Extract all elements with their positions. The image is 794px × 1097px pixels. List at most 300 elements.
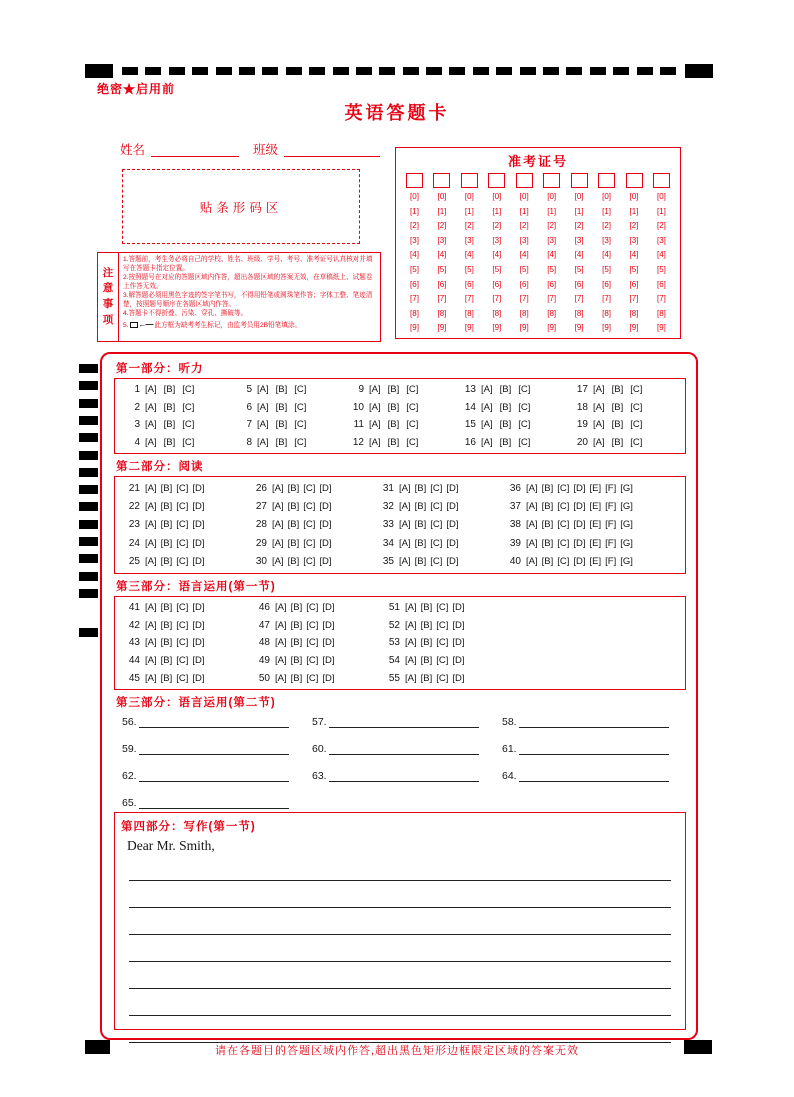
bubble-q1-B[interactable]: [B]: [163, 384, 176, 396]
admission-bubble-9[interactable]: [9]: [492, 323, 502, 333]
admission-bubble-1[interactable]: [1]: [492, 206, 502, 216]
bubble-q43-D[interactable]: [D]: [192, 637, 205, 649]
bubble-q28-C[interactable]: [C]: [303, 519, 316, 531]
bubble-q12-B[interactable]: [B]: [387, 436, 400, 448]
bubble-q9-B[interactable]: [B]: [387, 384, 400, 396]
admission-bubble-3[interactable]: [3]: [464, 235, 474, 245]
bubble-q39-E[interactable]: [E]: [589, 537, 602, 549]
bubble-q54-B[interactable]: [B]: [420, 655, 433, 667]
admission-bubble-4[interactable]: [4]: [574, 250, 584, 260]
bubble-q2-A[interactable]: [A]: [145, 401, 157, 413]
bubble-q29-D[interactable]: [D]: [319, 537, 332, 549]
bubble-q7-A[interactable]: [A]: [257, 419, 269, 431]
admission-bubble-2[interactable]: [2]: [492, 221, 502, 231]
admission-bubble-0[interactable]: [0]: [547, 192, 557, 201]
bubble-q10-C[interactable]: [C]: [406, 401, 419, 413]
admission-bubble-8[interactable]: [8]: [410, 308, 419, 318]
bubble-q47-A[interactable]: [A]: [275, 619, 287, 631]
admission-bubble-3[interactable]: [3]: [574, 235, 584, 245]
bubble-q26-B[interactable]: [B]: [287, 482, 300, 494]
bubble-q36-D[interactable]: [D]: [573, 482, 586, 494]
admission-digit-box[interactable]: [516, 173, 533, 188]
bubble-q26-A[interactable]: [A]: [272, 482, 284, 494]
admission-bubble-1[interactable]: [1]: [656, 206, 666, 216]
bubble-q35-B[interactable]: [B]: [414, 556, 427, 568]
bubble-q40-A[interactable]: [A]: [526, 556, 538, 568]
bubble-q45-C[interactable]: [C]: [176, 672, 189, 684]
admission-bubble-6[interactable]: [6]: [410, 279, 419, 289]
bubble-q22-D[interactable]: [D]: [192, 501, 205, 513]
admission-bubble-7[interactable]: [7]: [519, 294, 529, 304]
bubble-q34-C[interactable]: [C]: [430, 537, 443, 549]
bubble-q8-B[interactable]: [B]: [275, 436, 288, 448]
bubble-q16-A[interactable]: [A]: [481, 436, 493, 448]
bubble-q11-B[interactable]: [B]: [387, 419, 400, 431]
bubble-q32-A[interactable]: [A]: [399, 501, 411, 513]
writing-line[interactable]: [129, 907, 671, 908]
bubble-q36-F[interactable]: [F]: [605, 482, 617, 494]
bubble-q28-B[interactable]: [B]: [287, 519, 300, 531]
admission-digit-box[interactable]: [571, 173, 588, 188]
bubble-q8-C[interactable]: [C]: [294, 436, 307, 448]
bubble-q31-A[interactable]: [A]: [399, 482, 411, 494]
bubble-q50-C[interactable]: [C]: [306, 672, 319, 684]
admission-bubble-2[interactable]: [2]: [602, 221, 612, 231]
bubble-q46-D[interactable]: [D]: [322, 602, 335, 614]
admission-bubble-5[interactable]: [5]: [602, 264, 612, 274]
bubble-q22-C[interactable]: [C]: [176, 501, 189, 513]
bubble-q21-C[interactable]: [C]: [176, 482, 189, 494]
admission-bubble-5[interactable]: [5]: [656, 264, 666, 274]
bubble-q16-C[interactable]: [C]: [518, 436, 531, 448]
bubble-q54-C[interactable]: [C]: [436, 655, 449, 667]
bubble-q27-B[interactable]: [B]: [287, 501, 300, 513]
bubble-q39-B[interactable]: [B]: [541, 537, 554, 549]
admission-bubble-2[interactable]: [2]: [519, 221, 529, 231]
bubble-q46-B[interactable]: [B]: [290, 602, 303, 614]
bubble-q32-D[interactable]: [D]: [446, 501, 459, 513]
bubble-q1-A[interactable]: [A]: [145, 384, 157, 396]
bubble-q24-B[interactable]: [B]: [160, 537, 173, 549]
admission-bubble-0[interactable]: [0]: [519, 192, 529, 201]
bubble-q50-B[interactable]: [B]: [290, 672, 303, 684]
bubble-q27-D[interactable]: [D]: [319, 501, 332, 513]
bubble-q24-D[interactable]: [D]: [192, 537, 205, 549]
writing-line[interactable]: [129, 934, 671, 935]
admission-digit-box[interactable]: [543, 173, 560, 188]
bubble-q24-A[interactable]: [A]: [145, 537, 157, 549]
bubble-q41-B[interactable]: [B]: [160, 602, 173, 614]
bubble-q27-C[interactable]: [C]: [303, 501, 316, 513]
admission-bubble-7[interactable]: [7]: [547, 294, 557, 304]
bubble-q33-A[interactable]: [A]: [399, 519, 411, 531]
bubble-q42-A[interactable]: [A]: [145, 619, 157, 631]
admission-digit-box[interactable]: [461, 173, 478, 188]
bubble-q46-C[interactable]: [C]: [306, 602, 319, 614]
bubble-q11-A[interactable]: [A]: [369, 419, 381, 431]
admission-bubble-1[interactable]: [1]: [629, 206, 639, 216]
writing-line[interactable]: [129, 961, 671, 962]
bubble-q14-B[interactable]: [B]: [499, 401, 512, 413]
bubble-q38-F[interactable]: [F]: [605, 519, 617, 531]
admission-bubble-7[interactable]: [7]: [464, 294, 474, 304]
bubble-q17-B[interactable]: [B]: [611, 384, 624, 396]
bubble-q12-C[interactable]: [C]: [406, 436, 419, 448]
admission-bubble-3[interactable]: [3]: [492, 235, 502, 245]
admission-bubble-4[interactable]: [4]: [437, 250, 447, 260]
bubble-q47-D[interactable]: [D]: [322, 619, 335, 631]
fill-blank-line-59[interactable]: [139, 743, 289, 755]
bubble-q33-C[interactable]: [C]: [430, 519, 443, 531]
admission-bubble-4[interactable]: [4]: [492, 250, 502, 260]
admission-bubble-7[interactable]: [7]: [437, 294, 447, 304]
bubble-q2-B[interactable]: [B]: [163, 401, 176, 413]
admission-bubble-7[interactable]: [7]: [492, 294, 502, 304]
bubble-q38-B[interactable]: [B]: [541, 519, 554, 531]
admission-bubble-9[interactable]: [9]: [574, 323, 584, 333]
admission-bubble-3[interactable]: [3]: [656, 235, 666, 245]
admission-bubble-4[interactable]: [4]: [519, 250, 529, 260]
admission-bubble-6[interactable]: [6]: [574, 279, 584, 289]
bubble-q32-B[interactable]: [B]: [414, 501, 427, 513]
bubble-q44-C[interactable]: [C]: [176, 655, 189, 667]
bubble-q39-C[interactable]: [C]: [557, 537, 570, 549]
admission-bubble-5[interactable]: [5]: [547, 264, 557, 274]
bubble-q31-C[interactable]: [C]: [430, 482, 443, 494]
bubble-q39-D[interactable]: [D]: [573, 537, 586, 549]
bubble-q13-B[interactable]: [B]: [499, 384, 512, 396]
bubble-q23-D[interactable]: [D]: [192, 519, 205, 531]
bubble-q18-A[interactable]: [A]: [593, 401, 605, 413]
admission-bubble-0[interactable]: [0]: [602, 192, 612, 201]
bubble-q19-C[interactable]: [C]: [630, 419, 643, 431]
bubble-q51-C[interactable]: [C]: [436, 602, 449, 614]
admission-bubble-9[interactable]: [9]: [602, 323, 612, 333]
bubble-q2-C[interactable]: [C]: [182, 401, 195, 413]
bubble-q55-A[interactable]: [A]: [405, 672, 417, 684]
bubble-q49-D[interactable]: [D]: [322, 655, 335, 667]
bubble-q6-C[interactable]: [C]: [294, 401, 307, 413]
bubble-q48-A[interactable]: [A]: [275, 637, 287, 649]
bubble-q20-B[interactable]: [B]: [611, 436, 624, 448]
bubble-q54-D[interactable]: [D]: [452, 655, 465, 667]
admission-bubble-7[interactable]: [7]: [602, 294, 612, 304]
bubble-q29-B[interactable]: [B]: [287, 537, 300, 549]
bubble-q28-A[interactable]: [A]: [272, 519, 284, 531]
admission-bubble-4[interactable]: [4]: [629, 250, 639, 260]
bubble-q53-A[interactable]: [A]: [405, 637, 417, 649]
bubble-q25-A[interactable]: [A]: [145, 556, 157, 568]
bubble-q37-B[interactable]: [B]: [541, 501, 554, 513]
bubble-q42-B[interactable]: [B]: [160, 619, 173, 631]
admission-bubble-6[interactable]: [6]: [519, 279, 529, 289]
bubble-q12-A[interactable]: [A]: [369, 436, 381, 448]
bubble-q51-A[interactable]: [A]: [405, 602, 417, 614]
bubble-q50-A[interactable]: [A]: [275, 672, 287, 684]
bubble-q11-C[interactable]: [C]: [406, 419, 419, 431]
bubble-q18-C[interactable]: [C]: [630, 401, 643, 413]
fill-blank-line-56[interactable]: [139, 716, 289, 728]
admission-bubble-6[interactable]: [6]: [437, 279, 447, 289]
admission-bubble-5[interactable]: [5]: [629, 264, 639, 274]
bubble-q49-B[interactable]: [B]: [290, 655, 303, 667]
fill-blank-line-58[interactable]: [519, 716, 669, 728]
admission-bubble-8[interactable]: [8]: [574, 308, 584, 318]
admission-bubble-1[interactable]: [1]: [602, 206, 612, 216]
bubble-q37-A[interactable]: [A]: [526, 501, 538, 513]
admission-bubble-0[interactable]: [0]: [656, 192, 666, 201]
bubble-q37-F[interactable]: [F]: [605, 501, 617, 513]
admission-bubble-2[interactable]: [2]: [574, 221, 584, 231]
bubble-q18-B[interactable]: [B]: [611, 401, 624, 413]
bubble-q31-B[interactable]: [B]: [414, 482, 427, 494]
bubble-q40-G[interactable]: [G]: [620, 556, 633, 568]
bubble-q10-B[interactable]: [B]: [387, 401, 400, 413]
bubble-q9-A[interactable]: [A]: [369, 384, 381, 396]
admission-bubble-2[interactable]: [2]: [629, 221, 639, 231]
admission-bubble-9[interactable]: [9]: [410, 323, 419, 333]
bubble-q5-A[interactable]: [A]: [257, 384, 269, 396]
bubble-q30-D[interactable]: [D]: [319, 556, 332, 568]
bubble-q13-A[interactable]: [A]: [481, 384, 493, 396]
bubble-q3-A[interactable]: [A]: [145, 419, 157, 431]
admission-bubble-6[interactable]: [6]: [602, 279, 612, 289]
bubble-q32-C[interactable]: [C]: [430, 501, 443, 513]
admission-digit-box[interactable]: [488, 173, 505, 188]
bubble-q15-A[interactable]: [A]: [481, 419, 493, 431]
writing-line[interactable]: [129, 880, 671, 881]
bubble-q26-D[interactable]: [D]: [319, 482, 332, 494]
bubble-q17-C[interactable]: [C]: [630, 384, 643, 396]
admission-bubble-0[interactable]: [0]: [629, 192, 639, 201]
bubble-q39-G[interactable]: [G]: [620, 537, 633, 549]
admission-bubble-1[interactable]: [1]: [437, 206, 447, 216]
admission-bubble-9[interactable]: [9]: [547, 323, 557, 333]
bubble-q42-C[interactable]: [C]: [176, 619, 189, 631]
admission-bubble-3[interactable]: [3]: [547, 235, 557, 245]
admission-bubble-2[interactable]: [2]: [437, 221, 447, 231]
bubble-q23-B[interactable]: [B]: [160, 519, 173, 531]
bubble-q28-D[interactable]: [D]: [319, 519, 332, 531]
bubble-q38-E[interactable]: [E]: [589, 519, 602, 531]
fill-blank-line-60[interactable]: [329, 743, 479, 755]
bubble-q52-B[interactable]: [B]: [420, 619, 433, 631]
admission-bubble-2[interactable]: [2]: [547, 221, 557, 231]
bubble-q23-A[interactable]: [A]: [145, 519, 157, 531]
bubble-q6-A[interactable]: [A]: [257, 401, 269, 413]
bubble-q48-D[interactable]: [D]: [322, 637, 335, 649]
admission-bubble-7[interactable]: [7]: [410, 294, 419, 304]
class-input-line[interactable]: [284, 143, 380, 157]
admission-bubble-6[interactable]: [6]: [464, 279, 474, 289]
fill-blank-line-61[interactable]: [519, 743, 669, 755]
writing-line[interactable]: [129, 1015, 671, 1016]
bubble-q40-C[interactable]: [C]: [557, 556, 570, 568]
bubble-q40-F[interactable]: [F]: [605, 556, 617, 568]
bubble-q3-B[interactable]: [B]: [163, 419, 176, 431]
bubble-q36-G[interactable]: [G]: [620, 482, 633, 494]
admission-bubble-0[interactable]: [0]: [464, 192, 474, 201]
bubble-q29-A[interactable]: [A]: [272, 537, 284, 549]
bubble-q38-C[interactable]: [C]: [557, 519, 570, 531]
bubble-q21-A[interactable]: [A]: [145, 482, 157, 494]
bubble-q54-A[interactable]: [A]: [405, 655, 417, 667]
admission-bubble-4[interactable]: [4]: [602, 250, 612, 260]
admission-bubble-0[interactable]: [0]: [437, 192, 447, 201]
admission-bubble-6[interactable]: [6]: [492, 279, 502, 289]
bubble-q44-A[interactable]: [A]: [145, 655, 157, 667]
bubble-q20-C[interactable]: [C]: [630, 436, 643, 448]
bubble-q41-A[interactable]: [A]: [145, 602, 157, 614]
admission-bubble-4[interactable]: [4]: [656, 250, 666, 260]
bubble-q36-B[interactable]: [B]: [541, 482, 554, 494]
bubble-q25-B[interactable]: [B]: [160, 556, 173, 568]
bubble-q21-B[interactable]: [B]: [160, 482, 173, 494]
bubble-q50-D[interactable]: [D]: [322, 672, 335, 684]
admission-bubble-4[interactable]: [4]: [464, 250, 474, 260]
bubble-q26-C[interactable]: [C]: [303, 482, 316, 494]
admission-bubble-2[interactable]: [2]: [410, 221, 419, 231]
bubble-q42-D[interactable]: [D]: [192, 619, 205, 631]
admission-bubble-8[interactable]: [8]: [437, 308, 447, 318]
bubble-q19-B[interactable]: [B]: [611, 419, 624, 431]
bubble-q36-A[interactable]: [A]: [526, 482, 538, 494]
bubble-q30-A[interactable]: [A]: [272, 556, 284, 568]
admission-bubble-6[interactable]: [6]: [629, 279, 639, 289]
bubble-q24-C[interactable]: [C]: [176, 537, 189, 549]
admission-bubble-0[interactable]: [0]: [492, 192, 502, 201]
bubble-q40-B[interactable]: [B]: [541, 556, 554, 568]
bubble-q3-C[interactable]: [C]: [182, 419, 195, 431]
admission-digit-box[interactable]: [406, 173, 423, 188]
fill-blank-line-57[interactable]: [329, 716, 479, 728]
bubble-q25-C[interactable]: [C]: [176, 556, 189, 568]
bubble-q30-B[interactable]: [B]: [287, 556, 300, 568]
admission-bubble-3[interactable]: [3]: [629, 235, 639, 245]
admission-bubble-3[interactable]: [3]: [437, 235, 447, 245]
bubble-q33-D[interactable]: [D]: [446, 519, 459, 531]
fill-blank-line-65[interactable]: [139, 797, 289, 809]
bubble-q14-A[interactable]: [A]: [481, 401, 493, 413]
bubble-q35-C[interactable]: [C]: [430, 556, 443, 568]
bubble-q35-D[interactable]: [D]: [446, 556, 459, 568]
admission-bubble-6[interactable]: [6]: [547, 279, 557, 289]
admission-bubble-7[interactable]: [7]: [656, 294, 666, 304]
admission-bubble-8[interactable]: [8]: [464, 308, 474, 318]
bubble-q14-C[interactable]: [C]: [518, 401, 531, 413]
admission-bubble-1[interactable]: [1]: [464, 206, 474, 216]
admission-bubble-8[interactable]: [8]: [602, 308, 612, 318]
bubble-q7-C[interactable]: [C]: [294, 419, 307, 431]
bubble-q38-D[interactable]: [D]: [573, 519, 586, 531]
bubble-q22-A[interactable]: [A]: [145, 501, 157, 513]
bubble-q40-D[interactable]: [D]: [573, 556, 586, 568]
admission-digit-box[interactable]: [598, 173, 615, 188]
admission-bubble-6[interactable]: [6]: [656, 279, 666, 289]
bubble-q55-C[interactable]: [C]: [436, 672, 449, 684]
bubble-q37-C[interactable]: [C]: [557, 501, 570, 513]
bubble-q51-D[interactable]: [D]: [452, 602, 465, 614]
bubble-q17-A[interactable]: [A]: [593, 384, 605, 396]
bubble-q55-B[interactable]: [B]: [420, 672, 433, 684]
bubble-q20-A[interactable]: [A]: [593, 436, 605, 448]
bubble-q37-G[interactable]: [G]: [620, 501, 633, 513]
bubble-q48-B[interactable]: [B]: [290, 637, 303, 649]
admission-bubble-5[interactable]: [5]: [464, 264, 474, 274]
bubble-q4-A[interactable]: [A]: [145, 436, 157, 448]
bubble-q49-C[interactable]: [C]: [306, 655, 319, 667]
bubble-q44-B[interactable]: [B]: [160, 655, 173, 667]
bubble-q8-A[interactable]: [A]: [257, 436, 269, 448]
bubble-q39-F[interactable]: [F]: [605, 537, 617, 549]
bubble-q1-C[interactable]: [C]: [182, 384, 195, 396]
bubble-q45-D[interactable]: [D]: [192, 672, 205, 684]
fill-blank-line-64[interactable]: [519, 770, 669, 782]
bubble-q4-B[interactable]: [B]: [163, 436, 176, 448]
bubble-q27-A[interactable]: [A]: [272, 501, 284, 513]
bubble-q33-B[interactable]: [B]: [414, 519, 427, 531]
bubble-q35-A[interactable]: [A]: [399, 556, 411, 568]
bubble-q51-B[interactable]: [B]: [420, 602, 433, 614]
bubble-q53-B[interactable]: [B]: [420, 637, 433, 649]
bubble-q31-D[interactable]: [D]: [446, 482, 459, 494]
admission-bubble-8[interactable]: [8]: [656, 308, 666, 318]
admission-bubble-9[interactable]: [9]: [629, 323, 639, 333]
bubble-q43-C[interactable]: [C]: [176, 637, 189, 649]
admission-bubble-4[interactable]: [4]: [547, 250, 557, 260]
admission-bubble-9[interactable]: [9]: [519, 323, 529, 333]
fill-blank-line-63[interactable]: [329, 770, 479, 782]
bubble-q34-B[interactable]: [B]: [414, 537, 427, 549]
bubble-q9-C[interactable]: [C]: [406, 384, 419, 396]
bubble-q48-C[interactable]: [C]: [306, 637, 319, 649]
bubble-q13-C[interactable]: [C]: [518, 384, 531, 396]
bubble-q55-D[interactable]: [D]: [452, 672, 465, 684]
bubble-q5-B[interactable]: [B]: [275, 384, 288, 396]
admission-bubble-5[interactable]: [5]: [492, 264, 502, 274]
bubble-q45-B[interactable]: [B]: [160, 672, 173, 684]
bubble-q34-A[interactable]: [A]: [399, 537, 411, 549]
admission-bubble-5[interactable]: [5]: [410, 264, 419, 274]
admission-bubble-5[interactable]: [5]: [437, 264, 447, 274]
bubble-q43-B[interactable]: [B]: [160, 637, 173, 649]
admission-bubble-3[interactable]: [3]: [519, 235, 529, 245]
admission-bubble-3[interactable]: [3]: [602, 235, 612, 245]
admission-digit-box[interactable]: [626, 173, 643, 188]
bubble-q7-B[interactable]: [B]: [275, 419, 288, 431]
bubble-q15-C[interactable]: [C]: [518, 419, 531, 431]
admission-bubble-2[interactable]: [2]: [656, 221, 666, 231]
admission-bubble-2[interactable]: [2]: [464, 221, 474, 231]
admission-bubble-7[interactable]: [7]: [629, 294, 639, 304]
bubble-q21-D[interactable]: [D]: [192, 482, 205, 494]
admission-bubble-0[interactable]: [0]: [410, 192, 419, 201]
bubble-q44-D[interactable]: [D]: [192, 655, 205, 667]
bubble-q36-C[interactable]: [C]: [557, 482, 570, 494]
admission-bubble-9[interactable]: [9]: [656, 323, 666, 333]
bubble-q47-C[interactable]: [C]: [306, 619, 319, 631]
bubble-q43-A[interactable]: [A]: [145, 637, 157, 649]
bubble-q41-C[interactable]: [C]: [176, 602, 189, 614]
bubble-q39-A[interactable]: [A]: [526, 537, 538, 549]
bubble-q53-C[interactable]: [C]: [436, 637, 449, 649]
admission-bubble-3[interactable]: [3]: [410, 235, 419, 245]
bubble-q37-E[interactable]: [E]: [589, 501, 602, 513]
admission-digit-box[interactable]: [433, 173, 450, 188]
admission-bubble-9[interactable]: [9]: [437, 323, 447, 333]
bubble-q46-A[interactable]: [A]: [275, 602, 287, 614]
admission-bubble-5[interactable]: [5]: [519, 264, 529, 274]
